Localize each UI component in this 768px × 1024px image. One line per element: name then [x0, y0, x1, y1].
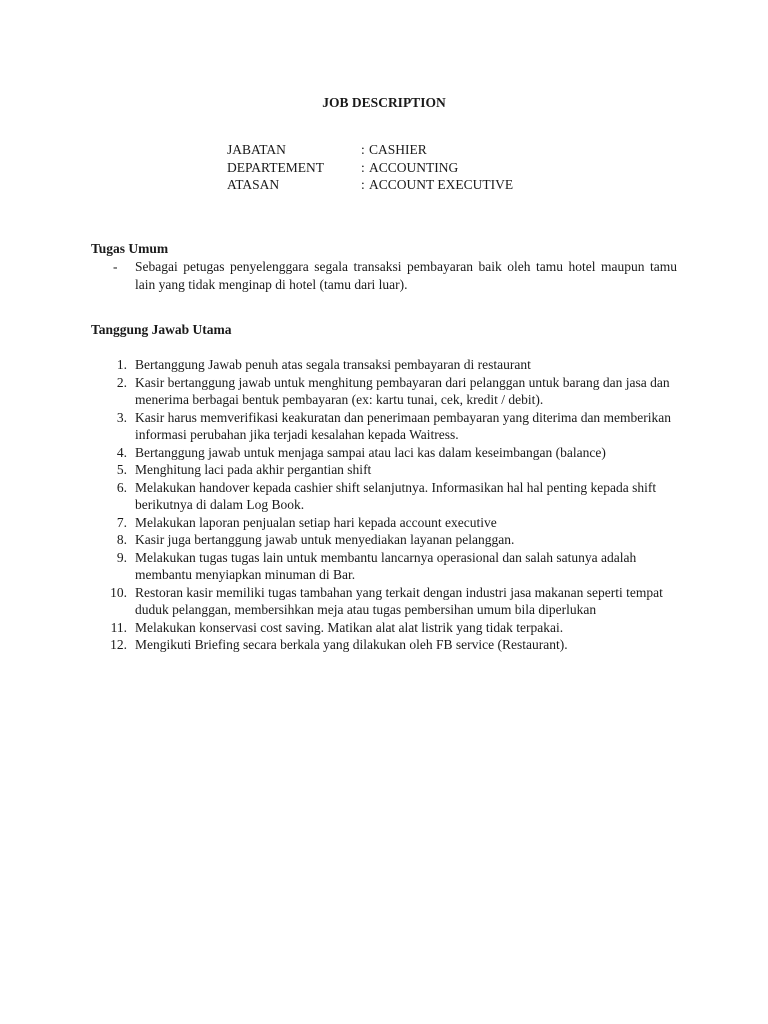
item-text: Melakukan laporan penjualan setiap hari kepada account executive — [135, 514, 497, 530]
list-item — [91, 531, 681, 549]
info-row-departement — [227, 159, 513, 177]
item-text: Bertanggung jawab untuk menjaga sampai atau laci kas dalam keseimbangan (balance) — [135, 444, 606, 460]
position-info — [227, 141, 513, 194]
list-item — [91, 549, 681, 584]
general-duties-text: Sebagai petugas penyelenggara segala transaksi pembayaran baik oleh tamu hotel maupun tamu lain yang tidak menginap di hotel (tamu dari luar). — [135, 259, 677, 292]
info-label: DEPARTEMENT — [227, 159, 324, 175]
item-number: 8. — [116, 532, 127, 547]
item-text: Melakukan handover kepada cashier shift selanjutnya. Informasikan hal hal penting kepada shift berikutnya di dalam Log Book. — [135, 479, 657, 512]
main-responsibilities-heading: Tanggung Jawab Utama — [91, 322, 232, 337]
item-text: Melakukan konservasi cost saving. Matikan alat alat listrik yang tidak terpakai. — [135, 619, 564, 635]
item-text: Kasir bertanggung jawab untuk menghitung pembayaran dari pelanggan untuk barang dan jasa dan menerima berbagai bentuk pembayaran (ex: kartu tunai, cek, kredit / debit). — [135, 374, 670, 407]
responsibilities-list — [91, 356, 681, 654]
item-number: 6. — [116, 479, 127, 495]
list-item — [91, 258, 677, 293]
item-text: Bertanggung Jawab penuh atas segala transaksi pembayaran di restaurant — [135, 357, 531, 372]
list-dash: - — [113, 259, 118, 274]
list-item — [91, 514, 681, 532]
item-text: Kasir juga bertanggung jawab untuk menyediakan layanan pelanggan. — [135, 532, 515, 547]
list-item — [91, 584, 681, 619]
item-number: 9. — [116, 549, 127, 565]
item-text: Kasir harus memverifikasi keakuratan dan penerimaan pembayaran yang diterima dan memberikan informasi perubahan jika terjadi kesalahan kepada Waitress. — [135, 409, 672, 442]
item-number: 1. — [116, 357, 127, 372]
item-number: 2. — [116, 374, 127, 390]
info-value: ACCOUNTING — [369, 159, 459, 175]
general-duties-heading: Tugas Umum — [91, 241, 169, 256]
item-text: Mengikuti Briefing secara berkala yang dilakukan oleh FB service (Restaurant). — [135, 637, 568, 652]
item-number: 3. — [116, 409, 127, 425]
info-row-atasan — [227, 176, 513, 194]
item-text: Menghitung laci pada akhir pergantian shift — [135, 462, 372, 477]
list-item — [91, 636, 681, 654]
item-number: 5. — [116, 462, 127, 477]
list-item — [91, 461, 681, 479]
info-separator: : — [361, 159, 365, 175]
info-value: ACCOUNT EXECUTIVE — [369, 177, 514, 192]
list-item — [91, 409, 681, 444]
item-text: Melakukan tugas tugas lain untuk membantu lancarnya operasional dan salah satunya adalah membantu menyiapkan minuman di Bar. — [135, 549, 637, 582]
info-label: ATASAN — [227, 177, 280, 192]
general-duties — [91, 258, 677, 293]
item-number: 11. — [110, 619, 127, 635]
item-text: Restoran kasir memiliki tugas tambahan yang terkait dengan industri jasa makanan seperti tempat duduk pelanggan, membersihkan meja atau tugas pembersihan umum bila diperlukan — [135, 584, 663, 617]
list-item — [91, 356, 681, 374]
info-value: CASHIER — [369, 142, 427, 157]
list-item — [91, 479, 681, 514]
info-separator: : — [361, 177, 365, 192]
list-item — [91, 444, 681, 462]
info-label: JABATAN — [227, 142, 286, 157]
info-row-jabatan — [227, 141, 513, 159]
item-number: 12. — [110, 637, 127, 652]
document-title: JOB DESCRIPTION — [322, 95, 446, 110]
item-number: 10. — [110, 584, 127, 600]
list-item — [91, 374, 681, 409]
item-number: 4. — [116, 444, 127, 460]
list-item — [91, 619, 681, 637]
item-number: 7. — [116, 514, 127, 530]
info-separator: : — [361, 142, 365, 157]
